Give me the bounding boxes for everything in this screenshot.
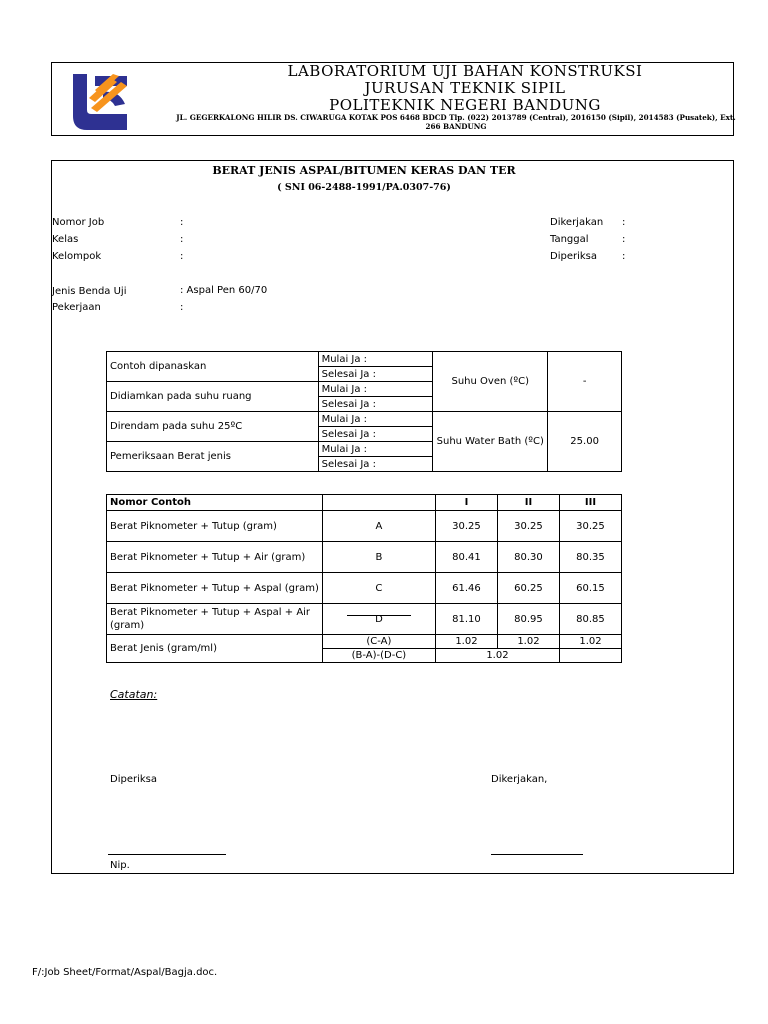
value-i: 61.46 <box>435 573 497 604</box>
lab-name: LABORATORIUM UJI BAHAN KONSTRUKSI <box>287 62 643 80</box>
row-label: Berat Piknometer + Tutup + Aspal (gram) <box>107 573 323 604</box>
department-name: JURUSAN TEKNIK SIPIL <box>364 79 566 97</box>
bj-formula-numerator: (C-A) <box>322 635 435 649</box>
value-kelas: : <box>180 234 184 245</box>
doc-title: BERAT JENIS ASPAL/BITUMEN KERAS DAN TER <box>212 164 516 177</box>
selesai-cell: Selesai Ja : <box>318 457 433 472</box>
prep-row-label: Contoh dipanaskan <box>107 352 319 382</box>
value-dikerjakan: : <box>622 217 626 228</box>
label-diperiksa: Diperiksa <box>550 251 597 262</box>
label-dikerjakan: Dikerjakan <box>550 217 604 228</box>
header-blank <box>322 495 435 511</box>
row-code-cell <box>322 604 435 635</box>
notes-label: Catatan: <box>110 688 158 701</box>
suhu-oven-value: - <box>548 352 622 412</box>
label-jenis-benda-uji: Jenis Benda Uji <box>52 286 127 297</box>
bj-value-iii: 1.02 <box>559 635 621 649</box>
signature-done-label: Dikerjakan, <box>491 774 548 785</box>
value-i: 80.41 <box>435 542 497 573</box>
suhu-oven-label: Suhu Oven (ºC) <box>433 352 548 412</box>
mulai-cell: Mulai Ja : <box>318 382 433 397</box>
value-ii: 80.30 <box>497 542 559 573</box>
label-nomor-job: Nomor Job <box>52 217 105 228</box>
value-i: 81.10 <box>435 604 497 635</box>
value-kelompok: : <box>180 251 184 262</box>
selesai-cell: Selesai Ja : <box>318 367 433 382</box>
header-sample-iii: III <box>559 495 621 511</box>
label-kelompok: Kelompok <box>52 251 102 262</box>
row-code: D <box>375 613 383 625</box>
prep-row-label: Pemeriksaan Berat jenis <box>107 442 319 472</box>
bj-formula-denominator: (B-A)-(D-C) <box>322 649 435 663</box>
footer-file-path: F/:Job Sheet/Format/Aspal/Bagja.doc. <box>32 967 218 978</box>
row-code: C <box>322 573 435 604</box>
label-kelas: Kelas <box>52 234 79 245</box>
value-iii: 80.85 <box>559 604 621 635</box>
value-ii: 30.25 <box>497 511 559 542</box>
row-label: Berat Piknometer + Tutup (gram) <box>107 511 323 542</box>
value-diperiksa: : <box>622 251 626 262</box>
value-pekerjaan: : <box>180 302 184 313</box>
suhu-bath-value: 25.00 <box>548 412 622 472</box>
prep-row-label: Direndam pada suhu 25ºC <box>107 412 319 442</box>
value-ii: 60.25 <box>497 573 559 604</box>
value-iii: 30.25 <box>559 511 621 542</box>
school-name: POLITEKNIK NEGERI BANDUNG <box>329 96 601 114</box>
value-iii: 60.15 <box>559 573 621 604</box>
signature-checked-label: Diperiksa <box>110 774 157 785</box>
value-iii: 80.35 <box>559 542 621 573</box>
value-i: 30.25 <box>435 511 497 542</box>
row-label-line1: Berat Piknometer + Tutup + Aspal + Air <box>110 607 311 618</box>
bj-value-ii: 1.02 <box>497 635 559 649</box>
address: JL. GEGERKALONG HILIR DS. CIWARUGA KOTAK POS 6468 BDCD Tlp. (022) 2013789 (Central), 2016150 (Sipil), 2014583 (Pusatek), Ext. 266 BANDUNG <box>176 113 736 131</box>
doc-subtitle: ( SNI 06-2488-1991/PA.0307-76) <box>277 182 451 193</box>
selesai-cell: Selesai Ja : <box>318 427 433 442</box>
header-nomor-contoh: Nomor Contoh <box>107 495 323 511</box>
signature-line-checked <box>108 854 226 855</box>
row-code: A <box>322 511 435 542</box>
row-code: B <box>322 542 435 573</box>
value-nomor-job: : <box>180 217 184 228</box>
mulai-cell: Mulai Ja : <box>318 442 433 457</box>
suhu-bath-label: Suhu Water Bath (ºC) <box>433 412 548 472</box>
row-label-line2: (gram) <box>110 620 145 631</box>
mulai-cell: Mulai Ja : <box>318 352 433 367</box>
value-ii: 80.95 <box>497 604 559 635</box>
value-tanggal: : <box>622 234 626 245</box>
label-tanggal: Tanggal <box>550 234 589 245</box>
mulai-cell: Mulai Ja : <box>318 412 433 427</box>
prep-row-label: Didiamkan pada suhu ruang <box>107 382 319 412</box>
strike-line <box>347 615 411 616</box>
value-jenis-benda-uji: : Aspal Pen 60/70 <box>180 285 268 296</box>
bj-value-i: 1.02 <box>435 635 497 649</box>
row-label <box>107 604 323 635</box>
preparation-table <box>106 351 622 472</box>
bj-label: Berat Jenis (gram/ml) <box>107 635 323 663</box>
results-table <box>106 494 622 663</box>
bj-average: 1.02 <box>435 649 559 663</box>
nip-label: Nip. <box>110 860 130 871</box>
institution-logo <box>65 68 135 134</box>
header-sample-ii: II <box>497 495 559 511</box>
signature-line-done <box>491 854 583 855</box>
row-label: Berat Piknometer + Tutup + Air (gram) <box>107 542 323 573</box>
bj-blank <box>559 649 621 663</box>
header-sample-i: I <box>435 495 497 511</box>
label-pekerjaan: Pekerjaan <box>52 302 101 313</box>
selesai-cell: Selesai Ja : <box>318 397 433 412</box>
